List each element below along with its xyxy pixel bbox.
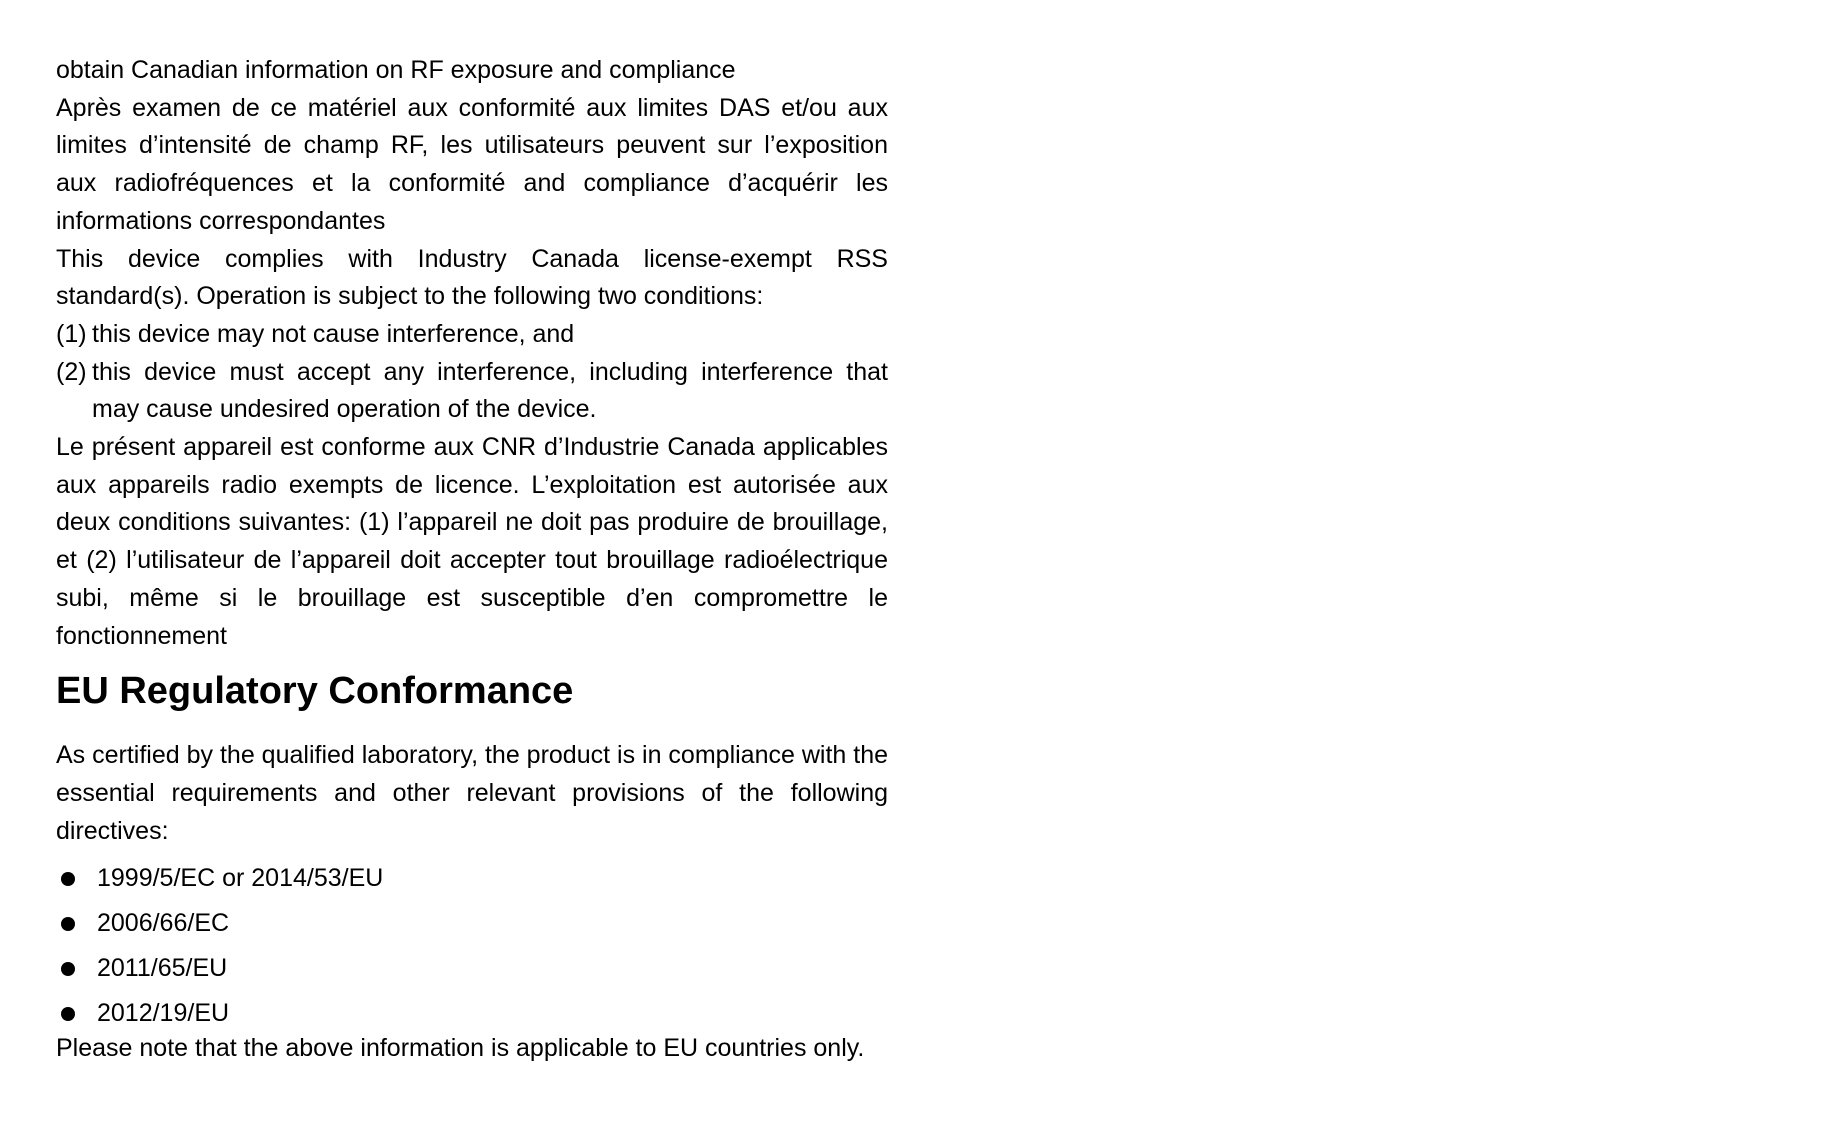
directive-text: 2011/65/EU <box>97 954 228 982</box>
bullet-icon <box>61 1007 75 1021</box>
directive-item <box>56 901 888 946</box>
french-ic-paragraph: Le présent appareil est conforme aux CNR d’Industrie Canada applicables aux appareils radio exempts de licence. L’exploitation est autorisée aux deux conditions suivantes: (1) l’appareil ne doit pas produire de brouillage, et (2) l’utilisateur de l’appareil doit accepter tout brouillage radioélectrique subi, même si le brouillage est susceptible d’en compromettre le fonctionnement <box>56 433 888 650</box>
condition-number: (1) <box>56 319 87 348</box>
document-page <box>56 52 888 1068</box>
directive-item <box>56 946 888 991</box>
eu-note: Please note that the above information is applicable to EU countries only. <box>56 1034 865 1063</box>
bullet-icon <box>61 872 75 886</box>
french-rf-paragraph: Après examen de ce matériel aux conformité aux limites DAS et/ou aux limites d’intensité de champ RF, les utilisateurs peuvent sur l’exposition aux radiofréquences et la conformité and compliance d’acquérir les informations correspondantes <box>56 93 888 235</box>
directive-item <box>56 856 888 901</box>
ic-paragraph: This device complies with Industry Canada license-exempt RSS standard(s). Operation is subject to the following two conditions: <box>56 244 888 311</box>
directive-text: 2012/19/EU <box>97 999 230 1027</box>
directive-text: 2006/66/EC <box>97 909 230 937</box>
directive-text: 1999/5/EC or 2014/53/EU <box>97 864 384 892</box>
directive-list <box>56 856 888 1036</box>
bullet-icon <box>61 917 75 931</box>
eu-heading: EU Regulatory Conformance <box>56 670 574 713</box>
condition-item <box>56 354 888 429</box>
canada-rf-line: obtain Canadian information on RF exposure and compliance <box>56 56 736 84</box>
condition-item <box>56 316 888 354</box>
bullet-icon <box>61 962 75 976</box>
condition-text: this device may not cause interference, and <box>92 319 575 348</box>
condition-text: this device must accept any interference, including interference that may cause undesired operation of the device. <box>92 357 888 424</box>
condition-number: (2) <box>56 357 87 386</box>
eu-paragraph: As certified by the qualified laboratory, the product is in compliance with the essential requirements and other relevant provisions of the following directives: <box>56 741 888 845</box>
